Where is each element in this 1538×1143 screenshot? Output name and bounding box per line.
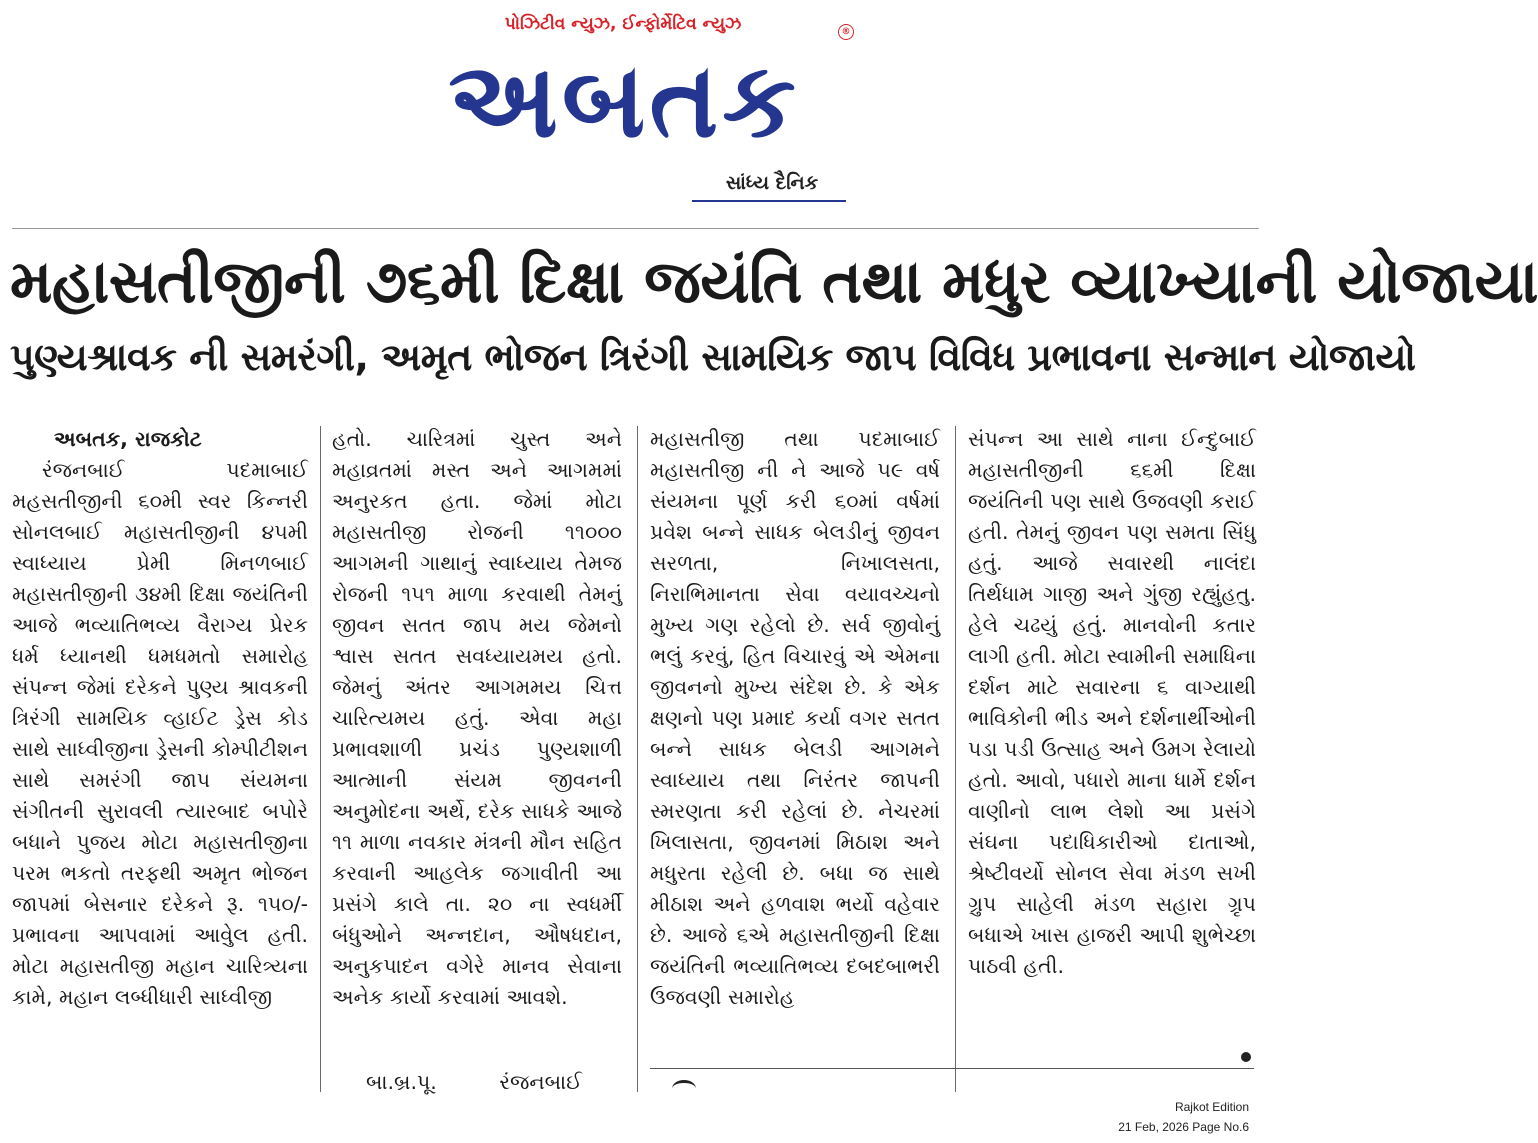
column-4-text: સંપન્ન આ સાથે નાના ઈન્દુબાઈ મહાસતીજીની ૬૬મી દિક્ષા જયંતિની પણ સાથે ઉજવણી કરાઈ હતી. તેમનું જીવન પણ સમતા સિંધુ હતું. આજે સવારથી નાલંદા તિર્થધામ ગાજી અને ગુંજી રહ્યુંહતુ. હેલે ચઢયું હતું. માનવોની કતાર લાગી હતી. મોટા સ્વામીની સમાધિના દર્શન માટે સવારના ૬ વાગ્યાથી ભાવિકોની ભીડ અને દર્શનાર્થીઓની પડા પડી ઉત્સાહ અને ઉમગ રેલાયો હતો. આવો, પધારો માના ધાર્મે દર્શન વાણીનો લાભ લેશો આ પ્રસંગે સંઘના પદાધિકારીઓ દાતાઓ, શ્રેષ્ટીવર્યો સોનલ સેવા મંડળ સખી ગ્રુપ સાહેલી મંડળ સહારા ગ્રૃપ બધાએ ખાસ હાજરી આપી શુભેચ્છા પાઠવી હતી. [968, 427, 1256, 978]
next-article-stub [672, 1080, 696, 1097]
signature-name: રંજનબાઈ [499, 1070, 582, 1094]
edition-label: Rajkot Edition [1174, 1100, 1249, 1114]
registered-mark: ® [838, 24, 854, 40]
article-column-4 [968, 424, 1256, 1096]
signature-title: બા.બ્ર.પૂ. [366, 1070, 437, 1094]
masthead [400, 14, 860, 204]
column-2-text: હતો. ચારિત્રમાં ચુસ્ત અને મહાવ્રતમાં મસ્ત અને આગમમાં અનુરકત હતા. જેમાં મોટા મહાસતીજી રોજની ૧૧૦૦૦ આગમની ગાથાનું સ્વાધ્યાય તેમજ રોજની ૧૫૧ માળા કરવાથી તેમનું જીવન સતત જાપ મય જેમનો શ્વાસ સતત સવધ્યાયમય હતો. જેમનું અંતર આગમમય ચિત્ત ચારિત્યમય હતું. એવા મહા પ્રભાવશાળી પ્રચંડ પુણ્યશાળી આત્માની સંયમ જીવનની અનુમોદના અર્થે, દરેક સાધકે આજે ૧૧ માળા નવકાર મંત્રની મૌન સહિત કરવાની આહલેક જગાવીતી આ પ્રસંગે કાલે તા. ૨૦ ના સ્વધર્મી બંધુઓને અન્નદાન, ઔષધદાન, અનુકપાદન વગેરે માનવ સેવાના અનેક કાર્યો કરવામાં આવશે. [332, 427, 622, 1009]
bottom-divider [650, 1068, 1254, 1069]
article-column-2 [332, 424, 622, 1096]
column-1-text: રંજનબાઈ પદમાબાઈ મહસતીજીની ૬૦મી સ્વર કિન્નરી સોનલબાઈ મહાસતીજીની ૪૫મી સ્વાધ્યાય પ્રેમી મિનળબાઈ મહાસતીજીની ૩૪મી દિક્ષા જયંતિની આજે ભવ્યાતિભવ્ય વૈરાગ્ય પ્રેરક ધર્મ ધ્યાનથી ધમધમતો સમારોહ સંપન્ન જેમાં દરેકને પુણ્ય શ્રાવકની ત્રિરંગી સામયિક વ્હાઈટ ડ્રેસ કોડ સાથે સાધ્વીજીના ડ્રેસની કોમ્પીટીશન સાથે સમરંગી જાપ સંયમના સંગીતની સુરાવલી ત્યારબાદ બપોરે બધાને પુજય મોટા મહાસતીજીના પરમ ભકતો તરફથી અમૃત ભોજન જાપમાં બેસનાર દરેકને રૂ. ૧૫૦/- પ્રભાવના આપવામાં આવુેલ હતી. મોટા મહાસતીજી મહાન ચારિત્ર્યના કામે, મહાન લબ્ધીધારી સાધ્વીજી [12, 458, 308, 1009]
masthead-subtitle: સાંધ્ય દૈનિક [725, 172, 819, 194]
masthead-tagline: પોઝિટીવ ન્યુઝ, ઈન્ફોર્મેટિવ ન્યુઝ [504, 14, 742, 34]
column-divider [320, 426, 321, 1092]
article-column-1 [12, 424, 308, 1096]
article-signature [332, 1066, 622, 1098]
article-dateline: અબતક, રાજકોટ [54, 427, 202, 451]
masthead-underline [692, 200, 846, 202]
article-headline: મહાસતીજીની ૭૬મી દિક્ષા જયંતિ તથા મધુર વ્યાખ્યાની યોજાયા [10, 247, 1538, 317]
bullet-dot [1241, 1052, 1251, 1062]
masthead-divider [12, 228, 1259, 229]
page-info: 21 Feb, 2026 Page No.6 [1118, 1120, 1249, 1134]
article-column-3 [650, 424, 940, 1096]
column-divider [637, 426, 638, 1092]
article-subheadline: પુણ્યશ્રાવક ની સમરંગી, અમૃત ભોજન ત્રિરંગી સામયિક જાપ વિવિધ પ્રભાવના સન્માન યોજાયો [10, 335, 1416, 379]
newspaper-logo: અબતક [448, 39, 800, 161]
column-divider [955, 426, 956, 1092]
column-3-text: મહાસતીજી તથા પદમાબાઈ મહાસતીજી ની ને આજે ૫૯ વર્ષ સંયમના પૂર્ણ કરી ૬૦માં વર્ષમાં પ્રવેશ બન્ને સાધક બેલડીનું જીવન સરળતા, નિખાલસતા, નિરાભિમાનતા સેવા વયાવચ્ચનો મુખ્ય ગણ રહેલો છે. સર્વ જીવોનું ભલું કરવું, હિત વિચારવું એ એમના જીવનનો મુખ્ય સંદેશ છે. કે એક ક્ષણનો પણ પ્રમાદ કર્યા વગર સતત બન્ને સાધક બેલડી આગમને સ્વાધ્યાય તથા નિરંતર જાપની સ્મરણતા કરી રહેલાં છે. નેચરમાં ખિલાસતા, જીવનમાં મિઠાશ અને મધુરતા રહેલી છે. બધા જ સાથે મીઠાશ અને હળવાશ ભર્યો વહેવાર છે. આજે ૬એ મહાસતીજીની દિક્ષા જયંતિની ભવ્યાતિભવ્ય દબદબાભરી ઉજવણી સમારોહ [650, 427, 940, 1009]
